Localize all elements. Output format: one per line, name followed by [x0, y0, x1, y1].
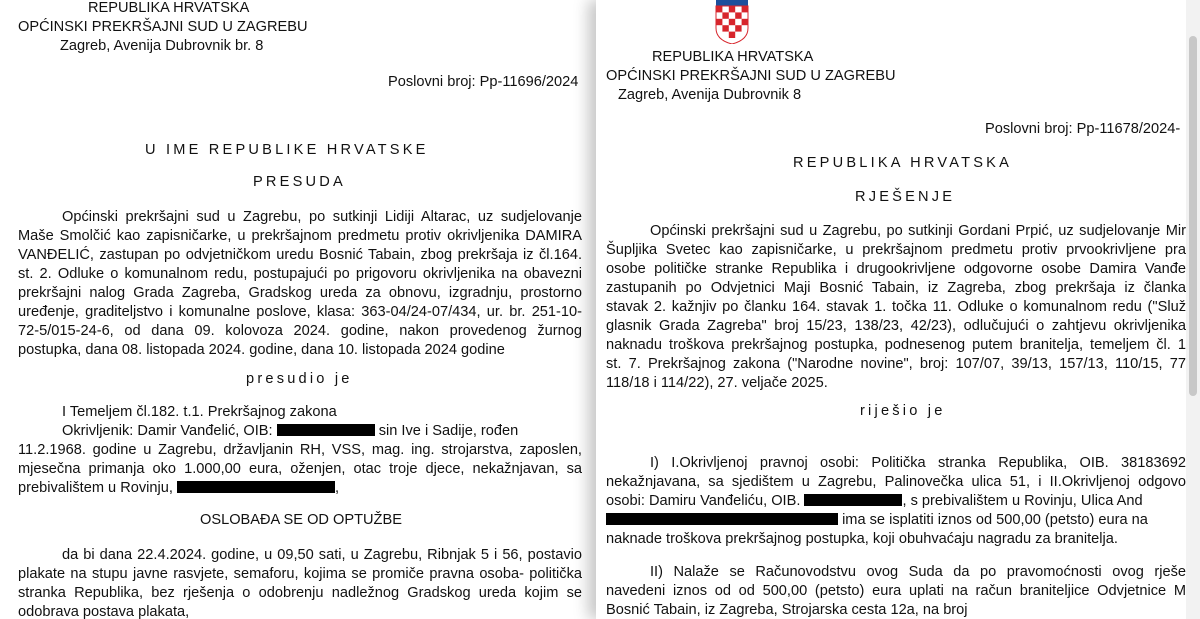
intro-line: st. 7. Prekršajnog zakona ("Narodne novine", broj: 107/07, 39/13, 157/13, 110/15, 77	[606, 356, 1186, 372]
charge-line: plakate na stupu javne rasvjete, semaforu, kojima se promiče pravna osoba- politička	[18, 566, 582, 582]
vertical-scrollbar[interactable]	[1186, 0, 1200, 619]
order-line: navedeni iznos od od 500,00 (petsto) eura uplati na račun braniteljice Odvjetnice M	[606, 583, 1186, 599]
decision-party: osobi: Damiru Vanđeliću, OIB.	[606, 493, 801, 509]
intro-line: Općinski prekršajni sud u Zagrebu, po sutkinji Gordani Prpić, uz sudjelovanje Mir	[650, 223, 1186, 239]
header-line: Zagreb, Avenija Dubrovnik 8	[618, 87, 802, 103]
header-line: REPUBLIKA HRVATSKA	[652, 49, 814, 65]
intro-line: VANĐELIĆ, zastupan po odvjetničkom uredu Bosnić Tabain, zbog prekršaja iz čl.164.	[18, 247, 582, 263]
croatian-coat-of-arms-icon	[715, 0, 749, 44]
verdict-heading: presudio je	[246, 371, 353, 387]
intro-line: Općinski prekršajni sud u Zagrebu, po sutkinji Lidiji Altarac, uz sudjelovanje	[62, 209, 582, 225]
decision-residence: , s prebivalištem u Rovinju, Ulica And	[902, 493, 1143, 509]
intro-line: stavak 2. kažnjiv po članku 164. stavak 1. točka 11. Odluke o komunalnom redu ("Služ	[606, 299, 1186, 315]
ruling-document-right	[596, 0, 1200, 619]
redacted-address	[177, 481, 335, 493]
intro-line: st. 2. Odluke o komunalnom redu, postupajući po prigovoru okrivljenika na obavezni	[18, 266, 582, 282]
intro-line: prekršajni nalog Grada Zagreba, Gradskog ureda za obnovu, izgradnju, prostorno	[18, 285, 582, 301]
intro-line: glasnik Grada Zagreba" broj 15/23, 138/23, 42/23), odlučujući o zahtjevu okrivljenika	[606, 318, 1186, 334]
intro-line: Šupljika Svetec kao zapisničarke, u prekršajnom predmetu protiv prvookrivljene pra	[606, 242, 1186, 258]
decision-line: I) I.Okrivljenoj pravnoj osobi: Politička stranka Republika, OIB. 38183692	[650, 455, 1186, 471]
acquittal-heading: OSLOBAĐA SE OD OPTUŽBE	[200, 512, 402, 528]
defendant-line: 11.2.1968. godine u Zagrebu, državljanin RH, VSS, mag. ing. strojarstva, zaposlen,	[18, 442, 582, 458]
redacted-oib	[277, 424, 375, 436]
decision-line: naknade troškova prekršajnog postupka, koji obuhvaćaju nagradu za branitelja.	[606, 531, 1118, 547]
case-number: Poslovni broj: Pp-11678/2024-	[985, 121, 1181, 137]
intro-line: zastupanih po Odvjetnici Maji Bosnić Tabain, iz Zagreba, zbog prekršaja iz članka	[606, 280, 1186, 296]
intro-line: postupka, dana 08. listopada 2024. godine, dana 10. listopada 2024 godine	[18, 342, 505, 358]
intro-line: Maše Smolčić kao zapisničarke, u prekršajnom predmetu protiv okrivljenika DAMIRA	[18, 228, 582, 244]
decision-line	[606, 492, 1143, 510]
decision-line: nekažnjavana, sa sjedištem u Zagrebu, Palinovečka ulica 51, i II.Okrivljenoj odgovo	[606, 474, 1186, 490]
redacted-oib	[804, 494, 902, 506]
header-line: OPĆINSKI PREKRŠAJNI SUD U ZAGREBU	[606, 68, 896, 84]
defendant-parents: sin Ive i Sadije, rođen	[378, 423, 519, 439]
intro-line: 72-5/015-24-6, od dana 09. kolovoza 2024. godine, nakon provedenog žurnog	[18, 323, 582, 339]
legal-basis: I Temeljem čl.182. t.1. Prekršajnog zakona	[62, 404, 337, 420]
order-line: II) Nalaže se Računovodstvu ovog Suda da po pravomoćnosti ovog rješe	[650, 564, 1186, 580]
charge-line: stranka Republika, bez rješenja o odobrenju nadležnog Gradskog ureda kojim se	[18, 585, 582, 601]
intro-line: 118/18 i 114/22), 27. veljače 2025.	[606, 375, 828, 391]
defendant-residence	[18, 479, 339, 497]
document-title: REPUBLIKA HRVATSKA	[793, 155, 1012, 171]
header-line: Zagreb, Avenija Dubrovnik br. 8	[60, 38, 264, 54]
charge-line: da bi dana 22.4.2024. godine, u 09,50 sati, u Zagrebu, Ribnjak 5 i 56, postavio	[62, 547, 582, 563]
decision-amount: ima se isplatiti iznos od 500,00 (petsto) eura na	[842, 512, 1148, 528]
document-type: RJEŠENJE	[855, 189, 956, 205]
header-line: OPĆINSKI PREKRŠAJNI SUD U ZAGREBU	[18, 19, 308, 35]
scrollbar-thumb[interactable]	[1189, 36, 1197, 396]
residence-text: prebivalištem u Rovinju,	[18, 480, 173, 496]
header-line: REPUBLIKA HRVATSKA	[88, 0, 250, 16]
document-title: U IME REPUBLIKE HRVATSKE	[145, 142, 429, 158]
document-type: PRESUDA	[253, 174, 346, 190]
defendant-line	[62, 422, 518, 440]
case-number: Poslovni broj: Pp-11696/2024	[388, 74, 579, 90]
defendant-name: Okrivljenik: Damir Vanđelić, OIB:	[62, 423, 273, 439]
redacted-address	[606, 513, 838, 525]
charge-line: odobrava postava plakata,	[18, 604, 190, 619]
intro-line: uređenje, graditeljstvo i komunalne poslove, klasa: 363-04/24-07/434, ur. br. 251-10-	[18, 304, 582, 320]
residence-comma: ,	[335, 480, 340, 496]
intro-line: osobe političke stranke Republika i drugookrivljene odgovorne osobe Damira Vanđe	[606, 261, 1186, 277]
decision-line	[606, 511, 1148, 529]
order-line: Bosnić Tabain, iz Zagreba, Strojarska cesta 12a, na broj	[606, 602, 968, 618]
intro-line: naknadu troškova prekršajnog postupka, podnesenog putem branitelja, temeljem čl. 1	[606, 337, 1186, 353]
defendant-line: mjesečna primanja oko 1.000,00 eura, oženjen, otac troje djece, nekažnjavan, sa	[18, 461, 582, 477]
decision-heading: riješio je	[860, 403, 946, 419]
